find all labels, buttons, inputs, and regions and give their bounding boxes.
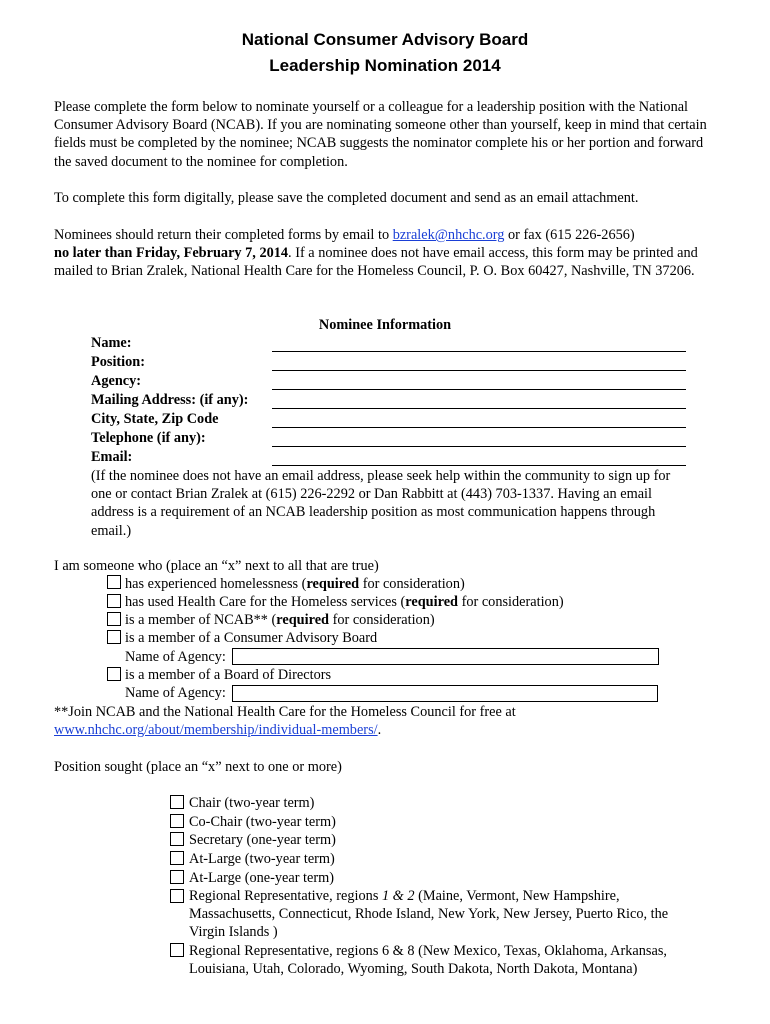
homelessness-text-a: has experienced homelessness (	[125, 576, 307, 592]
agency-name-label-1: Name of Agency:	[125, 649, 226, 665]
at-large-one-year-option: At-Large (one-year term)	[189, 870, 335, 886]
name-field[interactable]	[272, 338, 686, 352]
required-text: required	[306, 576, 360, 592]
agency-name-input-2[interactable]	[232, 685, 658, 702]
at-large-two-year-option: At-Large (two-year term)	[189, 851, 335, 867]
telephone-label: Telephone (if any):	[91, 430, 206, 446]
chair-option: Chair (two-year term)	[189, 795, 315, 811]
form-subtitle: Leadership Nomination 2014	[269, 56, 501, 75]
ncab-text-b: for consideration)	[329, 612, 435, 628]
telephone-field[interactable]	[272, 433, 686, 447]
intro-paragraph-2: To complete this form digitally, please save the completed document and send as an email attachment.	[54, 190, 639, 206]
homelessness-option	[125, 575, 465, 593]
homelessness-checkbox[interactable]	[107, 575, 121, 589]
required-text: required	[276, 612, 329, 628]
agency-field[interactable]	[272, 376, 686, 390]
consumer-board-option: is a member of a Consumer Advisory Board	[125, 630, 378, 646]
deadline-text: no later than Friday, February 7, 2014	[54, 245, 289, 262]
board-of-directors-option: is a member of a Board of Directors	[125, 667, 332, 683]
regional-6-8-option: Regional Representative, regions 6 & 8 (New Mexico, Texas, Oklahoma, Arkansas, Louisiana, Utah, Colorado, Wyoming, South Dakota, North Dakota, Montana)	[189, 943, 667, 978]
position-prompt: Position sought (place an “x” next to one or more)	[54, 759, 342, 775]
intro-p3-text-a: Nominees should return their completed forms by email to	[54, 227, 393, 243]
position-label: Position:	[91, 354, 146, 370]
join-ncab-note	[54, 703, 724, 739]
intro-paragraph-3	[54, 226, 724, 281]
regional-1-text-a: Regional Representative, regions	[189, 888, 382, 904]
hch-text-a: has used Health Care for the Homeless services (	[125, 594, 406, 610]
email-label: Email:	[91, 449, 133, 465]
agency-name-input-1[interactable]	[232, 648, 659, 665]
required-text: required	[405, 594, 458, 610]
email-requirement-note: (If the nominee does not have an email address, please seek help within the community to sign up for one or contact Brian Zralek at (615) 226-2292 or Dan Rabbitt at (443) 703-1337. Having an email address is a requirement of an NCAB leadership position as most communication happens through email.)	[91, 468, 671, 539]
membership-link[interactable]: www.nhchc.org/about/membership/individual-members/	[54, 722, 378, 739]
regional-6-8-checkbox[interactable]	[170, 943, 184, 957]
regional-1-2-checkbox[interactable]	[170, 889, 184, 903]
agency-label: Agency:	[91, 373, 142, 389]
nominee-email-link[interactable]: bzralek@nhchc.org	[392, 227, 505, 243]
mailing-address-label: Mailing Address: (if any):	[91, 392, 249, 408]
intro-p3-text-b: or fax (615 226-2656)	[504, 227, 635, 243]
intro-paragraph-1: Please complete the form below to nominate yourself or a colleague for a leadership position with the National Consumer Advisory Board (NCAB). If you are nominating someone other than yourself, keep in mind that certain fields must be completed by the nominee; NCAB suggests the nominator complete his or her portion and forward the saved document to the nominee for completion.	[54, 99, 707, 170]
secretary-checkbox[interactable]	[170, 832, 184, 846]
intro-p3-text-c: . If a nominee does not have email access, this form may be printed and mailed to Brian Zralek, National Health Care for the Homeless Council, P. O. Box 60427, Nashville, TN 37206.	[54, 245, 698, 280]
co-chair-option: Co-Chair (two-year term)	[189, 814, 336, 830]
city-state-zip-label: City, State, Zip Code	[91, 411, 219, 427]
board-of-directors-checkbox[interactable]	[107, 667, 121, 681]
hch-text-b: for consideration)	[458, 594, 564, 610]
secretary-option: Secretary (one-year term)	[189, 832, 336, 848]
agency-name-label-2: Name of Agency:	[125, 685, 226, 701]
at-large-one-year-checkbox[interactable]	[170, 870, 184, 884]
join-text: **Join NCAB and the National Health Care for the Homeless Council for free at	[54, 704, 516, 720]
someone-prompt: I am someone who (place an “x” next to all that are true)	[54, 558, 379, 574]
consumer-board-checkbox[interactable]	[107, 630, 121, 644]
name-label: Name:	[91, 335, 132, 351]
co-chair-checkbox[interactable]	[170, 814, 184, 828]
hch-services-checkbox[interactable]	[107, 594, 121, 608]
regional-1-regions: 1 & 2	[381, 888, 415, 904]
regional-1-2-option	[189, 887, 679, 942]
chair-checkbox[interactable]	[170, 795, 184, 809]
city-state-zip-field[interactable]	[272, 414, 686, 428]
homelessness-text-b: for consideration)	[359, 576, 465, 592]
ncab-text-a: is a member of NCAB** (	[125, 612, 277, 628]
form-title: National Consumer Advisory Board	[241, 30, 529, 49]
regional-1-text-b: (Maine, Vermont, New Hampshire, Massachusetts, Connecticut, Rhode Island, New York, New Jersey, Puerto Rico, the Virgin Islands )	[189, 888, 669, 941]
hch-services-option	[125, 593, 564, 611]
mailing-address-field[interactable]	[272, 395, 686, 409]
at-large-two-year-checkbox[interactable]	[170, 851, 184, 865]
email-field[interactable]	[272, 452, 686, 466]
ncab-member-option	[125, 611, 435, 629]
nominee-info-heading: Nominee Information	[318, 317, 452, 333]
ncab-member-checkbox[interactable]	[107, 612, 121, 626]
position-field[interactable]	[272, 357, 686, 371]
join-period: .	[377, 722, 382, 739]
